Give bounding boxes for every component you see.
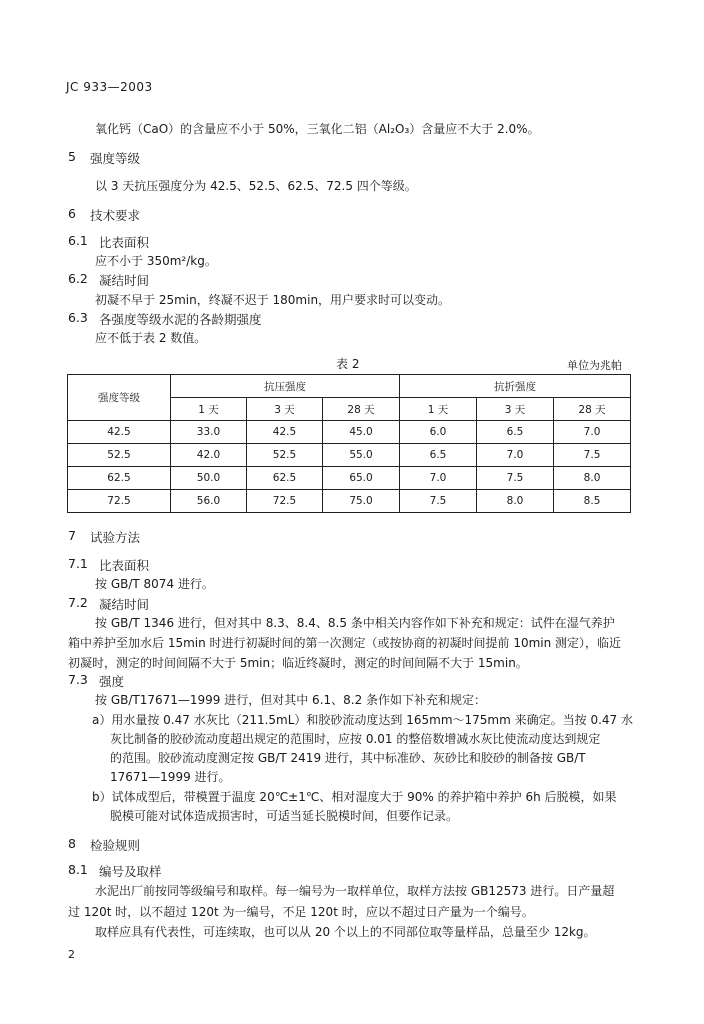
section-6-2-title: 凝结时间 xyxy=(99,273,150,288)
section-7-1-title: 比表面积 xyxy=(99,558,150,573)
table-unit: 单位为兆帕 xyxy=(567,359,622,372)
section-7-2-line: 箱中养护至加水后 15min 时进行初凝时间的第一次测定（或按协商的初凝时间提前 10min 测定），临近 xyxy=(68,636,622,650)
paragraph-cao: 氧化钙（CaO）的含量应不小于 50%，三氧化二铝（Al₂O₃）含量应不大于 2.0%。 xyxy=(95,122,540,136)
table-cell: 7.0 xyxy=(477,444,554,467)
table-cell: 7.0 xyxy=(400,467,477,490)
header-strength-grade: 强度等级 xyxy=(68,375,171,421)
header-flexural-strength: 抗折强度 xyxy=(400,375,631,398)
table-cell: 6.5 xyxy=(400,444,477,467)
section-6-number: 6 xyxy=(68,206,76,221)
header-age: 1 天 xyxy=(171,398,247,421)
section-8-title: 检验规则 xyxy=(90,838,141,853)
section-7-2-line: 初凝时，测定的时间间隔不大于 5min；临近终凝时，测定的时间间隔不大于 15min。 xyxy=(68,656,528,670)
section-6-3-number: 6.3 xyxy=(68,310,88,325)
table-cell: 6.0 xyxy=(400,421,477,444)
section-5-title: 强度等级 xyxy=(90,151,141,166)
section-7-2-title: 凝结时间 xyxy=(99,597,150,612)
section-8-1-line: 水泥出厂前按同等级编号和取样。每一编号为一取样单位，取样方法按 GB12573 进行。日产量超 xyxy=(95,884,615,898)
table-cell: 7.5 xyxy=(400,490,477,513)
document-header: JC 933—2003 xyxy=(66,80,153,94)
table-cell: 42.5 xyxy=(68,421,171,444)
table-cell: 62.5 xyxy=(247,467,323,490)
section-7-2-number: 7.2 xyxy=(68,595,88,610)
section-6-3-title: 各强度等级水泥的各龄期强度 xyxy=(99,312,262,327)
table-cell: 42.5 xyxy=(247,421,323,444)
table-cell: 56.0 xyxy=(171,490,247,513)
item-a-line: 的范围。胶砂流动度测定按 GB/T 2419 进行，其中标准砂、灰砂比和胶砂的制备按 GB/T xyxy=(110,751,586,765)
section-8-number: 8 xyxy=(68,836,76,851)
section-6-title: 技术要求 xyxy=(90,208,141,223)
table-cell: 65.0 xyxy=(323,467,400,490)
table-cell: 62.5 xyxy=(68,467,171,490)
section-6-1-text: 应不小于 350m²/kg。 xyxy=(95,254,217,268)
item-a-line: 17671—1999 进行。 xyxy=(110,770,231,784)
section-7-2-line: 按 GB/T 1346 进行，但对其中 8.3、8.4、8.5 条中相关内容作如下补充和规定：试件在湿气养护 xyxy=(95,616,615,630)
section-8-1-number: 8.1 xyxy=(68,862,88,877)
section-5-number: 5 xyxy=(68,149,76,164)
table-cell: 72.5 xyxy=(247,490,323,513)
section-6-1-number: 6.1 xyxy=(68,233,88,248)
item-b-line: 脱模可能对试体造成损害时，可适当延长脱模时间，但要作记录。 xyxy=(110,809,459,823)
section-7-1-number: 7.1 xyxy=(68,556,88,571)
table-cell: 45.0 xyxy=(323,421,400,444)
table-cell: 7.5 xyxy=(477,467,554,490)
header-age: 28 天 xyxy=(323,398,400,421)
table-cell: 55.0 xyxy=(323,444,400,467)
strength-table xyxy=(67,374,631,513)
section-6-2-number: 6.2 xyxy=(68,271,88,286)
table-caption: 表 2 xyxy=(336,357,360,371)
table-cell: 7.5 xyxy=(554,444,631,467)
page-number: 2 xyxy=(68,948,75,961)
section-7-3-number: 7.3 xyxy=(68,672,88,687)
section-6-1-title: 比表面积 xyxy=(99,235,150,250)
table-cell: 8.0 xyxy=(477,490,554,513)
table-cell: 50.0 xyxy=(171,467,247,490)
item-a-line: 灰比制备的胶砂流动度超出规定的范围时，应按 0.01 的整倍数增减水灰比使流动度达到规定 xyxy=(110,732,601,746)
item-b-line: b）试体成型后，带模置于温度 20℃±1℃、相对湿度大于 90% 的养护箱中养护 6h 后脱模，如果 xyxy=(92,790,617,804)
section-8-1-line: 取样应具有代表性，可连续取，也可以从 20 个以上的不同部位取等量样品，总量至少 12kg。 xyxy=(95,925,596,939)
section-7-3-title: 强度 xyxy=(99,674,125,689)
table-cell: 8.5 xyxy=(554,490,631,513)
table-cell: 75.0 xyxy=(323,490,400,513)
section-8-1-line: 过 120t 时，以不超过 120t 为一编号，不足 120t 时，应以不超过日产量为一个编号。 xyxy=(68,905,534,919)
table-row xyxy=(68,444,631,467)
section-7-3-intro: 按 GB/T17671—1999 进行，但对其中 6.1、8.2 条作如下补充和规定： xyxy=(95,693,487,707)
header-age: 28 天 xyxy=(554,398,631,421)
table-cell: 42.0 xyxy=(171,444,247,467)
table-cell: 72.5 xyxy=(68,490,171,513)
section-7-number: 7 xyxy=(68,528,76,543)
section-8-1-title: 编号及取样 xyxy=(99,864,162,879)
header-compressive-strength: 抗压强度 xyxy=(171,375,400,398)
item-a-line: a）用水量按 0.47 水灰比（211.5mL）和胶砂流动度达到 165mm～175mm 来确定。当按 0.47 水 xyxy=(92,713,633,727)
table-cell: 52.5 xyxy=(68,444,171,467)
table-row xyxy=(68,490,631,513)
table-row xyxy=(68,467,631,490)
header-age: 3 天 xyxy=(247,398,323,421)
table-cell: 33.0 xyxy=(171,421,247,444)
section-6-2-text: 初凝不早于 25min，终凝不迟于 180min，用户要求时可以变动。 xyxy=(95,293,451,307)
section-6-3-text: 应不低于表 2 数值。 xyxy=(95,331,207,345)
section-7-title: 试验方法 xyxy=(90,530,141,545)
table-cell: 8.0 xyxy=(554,467,631,490)
header-age: 3 天 xyxy=(477,398,554,421)
section-5-text: 以 3 天抗压强度分为 42.5、52.5、62.5、72.5 四个等级。 xyxy=(95,179,417,193)
header-age: 1 天 xyxy=(400,398,477,421)
table-cell: 7.0 xyxy=(554,421,631,444)
section-7-1-text: 按 GB/T 8074 进行。 xyxy=(95,577,214,591)
table-cell: 52.5 xyxy=(247,444,323,467)
table-row xyxy=(68,421,631,444)
table-cell: 6.5 xyxy=(477,421,554,444)
